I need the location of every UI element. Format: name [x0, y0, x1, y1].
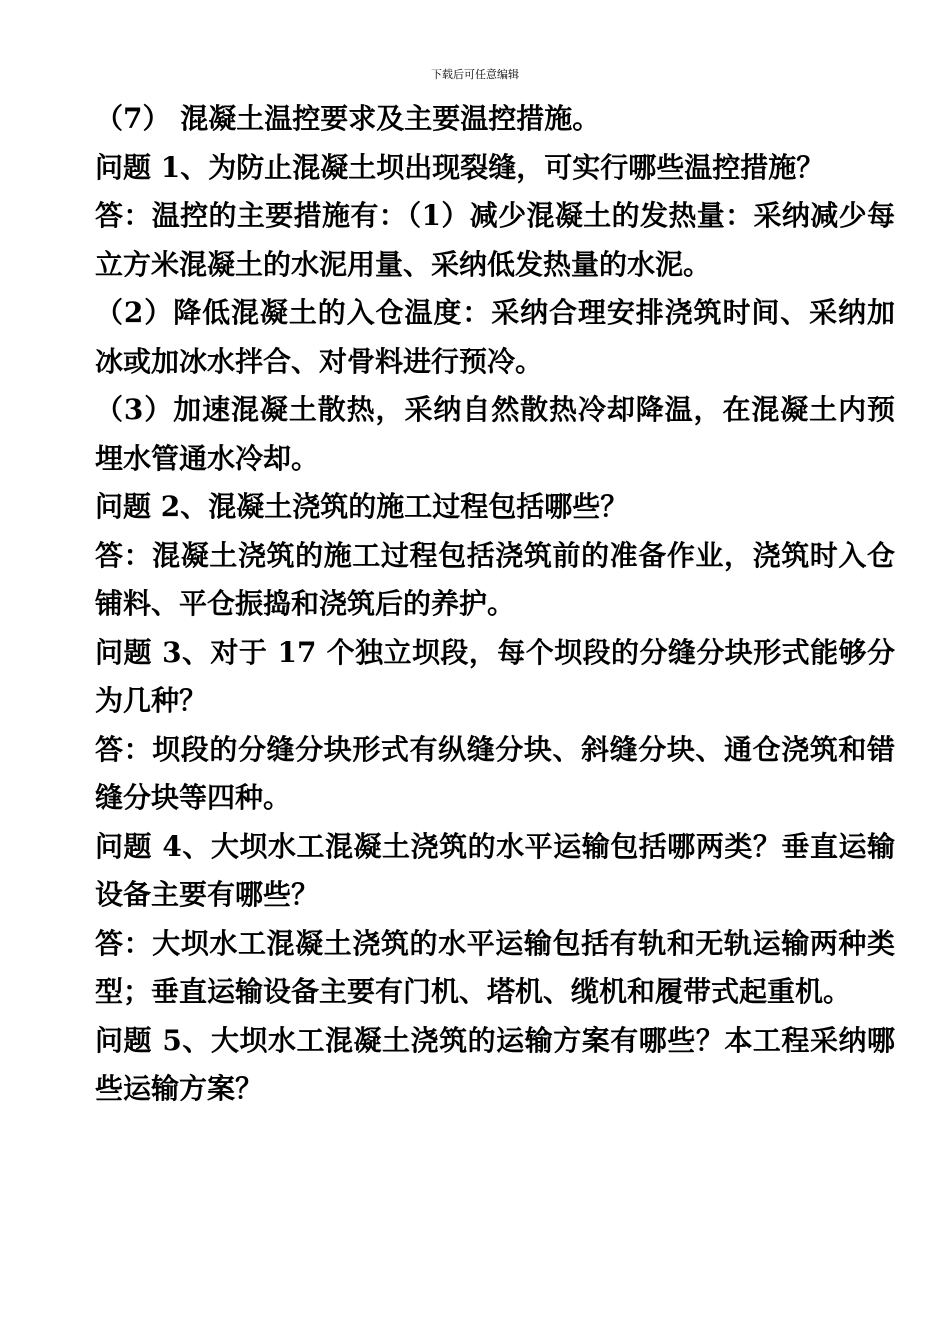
page-header: 下载后可任意编辑: [431, 68, 519, 81]
question-3: 问题 3、对于 17 个独立坝段，每个坝段的分缝分块形式能够分为几种？: [95, 635, 895, 717]
answer-1-part-3: （3）加速混凝土散热，采纳自然散热冷却降温，在混凝土内预埋水管通水冷却。: [95, 393, 895, 475]
question-5: 问题 5、大坝水工混凝土浇筑的运输方案有哪些？本工程采纳哪些运输方案？: [95, 1023, 895, 1105]
question-2: 问题 2、混凝土浇筑的施工过程包括哪些？: [95, 490, 629, 523]
answer-1-part-2: （2）降低混凝土的入仓温度：采纳合理安排浇筑时间、采纳加冰或加冰水拌合、对骨料进行预冷。: [95, 296, 895, 378]
question-1: 问题 1、为防止混凝土坝出现裂缝，可实行哪些温控措施？: [95, 150, 825, 184]
answer-1-part-1: 答：温控的主要措施有：（1）减少混凝土的发热量：采纳减少每立方米混凝土的水泥用量、采纳低发热量的水泥。: [95, 199, 895, 281]
document-body: [95, 95, 895, 1114]
answer-4: 答：大坝水工混凝土浇筑的水平运输包括有轨和无轨运输两种类型；垂直运输设备主要有门机、塔机、缆机和履带式起重机。: [95, 926, 895, 1008]
section-heading: （7） 混凝土温控要求及主要温控措施。: [95, 102, 601, 135]
answer-3: 答：坝段的分缝分块形式有纵缝分块、斜缝分块、通仓浇筑和错缝分块等四种。: [95, 732, 895, 814]
question-4: 问题 4、大坝水工混凝土浇筑的水平运输包括哪两类？垂直运输设备主要有哪些？: [95, 829, 895, 911]
answer-2: 答：混凝土浇筑的施工过程包括浇筑前的准备作业，浇筑时入仓铺料、平仓振捣和浇筑后的养护。: [95, 538, 895, 620]
